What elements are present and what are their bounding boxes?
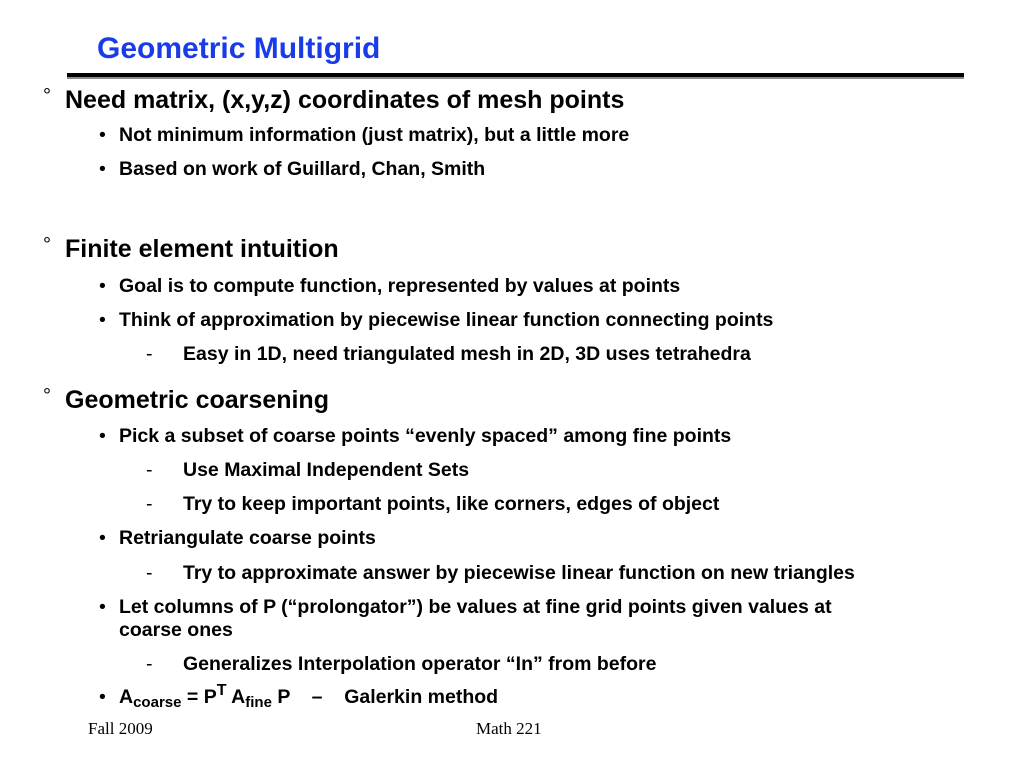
dash-bullet-marker: - <box>146 493 153 515</box>
dash-bullet-marker: - <box>146 562 153 584</box>
subbullet-text: Not minimum information (just matrix), but a little more <box>119 124 630 146</box>
subsubbullet-text: Use Maximal Independent Sets <box>183 459 470 481</box>
formula: $A_{coarse} = P^T$ $A_{fine}$ P – Galerkin method <box>119 682 499 711</box>
dot-bullet-marker: • <box>99 527 106 549</box>
degree-bullet-marker: ° <box>43 385 51 407</box>
dot-bullet-marker: • <box>99 158 106 180</box>
degree-bullet-marker: ° <box>43 85 51 107</box>
subbullet-pick-subset <box>99 425 732 447</box>
footer-date: Fall 2009 <box>88 719 153 738</box>
bullet-finite-element <box>43 234 339 263</box>
subsubbullet-generalizes <box>146 653 657 675</box>
subbullet-text: Based on work of Guillard, Chan, Smith <box>119 158 486 180</box>
subsubbullet-text: Try to keep important points, like corners, edges of object <box>183 493 720 515</box>
bullet-text: Finite element intuition <box>65 235 339 263</box>
dash-bullet-marker: - <box>146 653 153 675</box>
bullet-need-matrix <box>43 85 625 114</box>
subbullet-retriangulate <box>99 527 376 549</box>
degree-bullet-marker: ° <box>43 234 51 256</box>
subbullet-let-columns-continued <box>119 621 233 641</box>
subbullet-text: coarse ones <box>119 619 233 641</box>
subsubbullet-text: Try to approximate answer by piecewise linear function on new triangles <box>183 562 855 584</box>
subbullet-text: Goal is to compute function, represented by values at points <box>119 275 681 297</box>
subsubbullet-text: Easy in 1D, need triangulated mesh in 2D, 3D uses tetrahedra <box>183 343 751 365</box>
subbullet-goal <box>99 275 681 297</box>
subbullet-not-minimum <box>99 124 630 146</box>
subsubbullet-keep-points <box>146 493 720 515</box>
bullet-geometric-coarsening <box>43 385 329 414</box>
subsubbullet-easy-1d <box>146 343 751 365</box>
dash-bullet-marker: - <box>146 459 153 481</box>
dot-bullet-marker: • <box>99 596 106 618</box>
subsubbullet-mis <box>146 459 470 481</box>
subbullet-let-columns <box>99 596 832 618</box>
subbullet-text: Let columns of P (“prolongator”) be values at fine grid points given values at <box>119 596 832 618</box>
dot-bullet-marker: • <box>99 686 106 708</box>
subbullet-text: Retriangulate coarse points <box>119 527 376 549</box>
subbullet-text: Think of approximation by piecewise linear function connecting points <box>119 309 774 331</box>
dot-bullet-marker: • <box>99 275 106 297</box>
dot-bullet-marker: • <box>99 425 106 447</box>
subsubbullet-text: Generalizes Interpolation operator “In” from before <box>183 653 657 675</box>
dot-bullet-marker: • <box>99 124 106 146</box>
subbullet-text: Pick a subset of coarse points “evenly spaced” among fine points <box>119 425 732 447</box>
bullet-text: Geometric coarsening <box>65 386 329 414</box>
dash-bullet-marker: - <box>146 343 153 365</box>
subbullet-galerkin-formula <box>99 682 499 711</box>
slide-title: Geometric Multigrid <box>97 32 381 65</box>
dot-bullet-marker: • <box>99 309 106 331</box>
footer-course: Math 221 <box>476 719 542 738</box>
subbullet-think-approximation <box>99 309 774 331</box>
subbullet-based-on-work <box>99 158 486 180</box>
title-underline-shadow <box>67 77 964 79</box>
bullet-text: Need matrix, (x,y,z) coordinates of mesh points <box>65 86 625 114</box>
subsubbullet-approximate-answer <box>146 562 855 584</box>
